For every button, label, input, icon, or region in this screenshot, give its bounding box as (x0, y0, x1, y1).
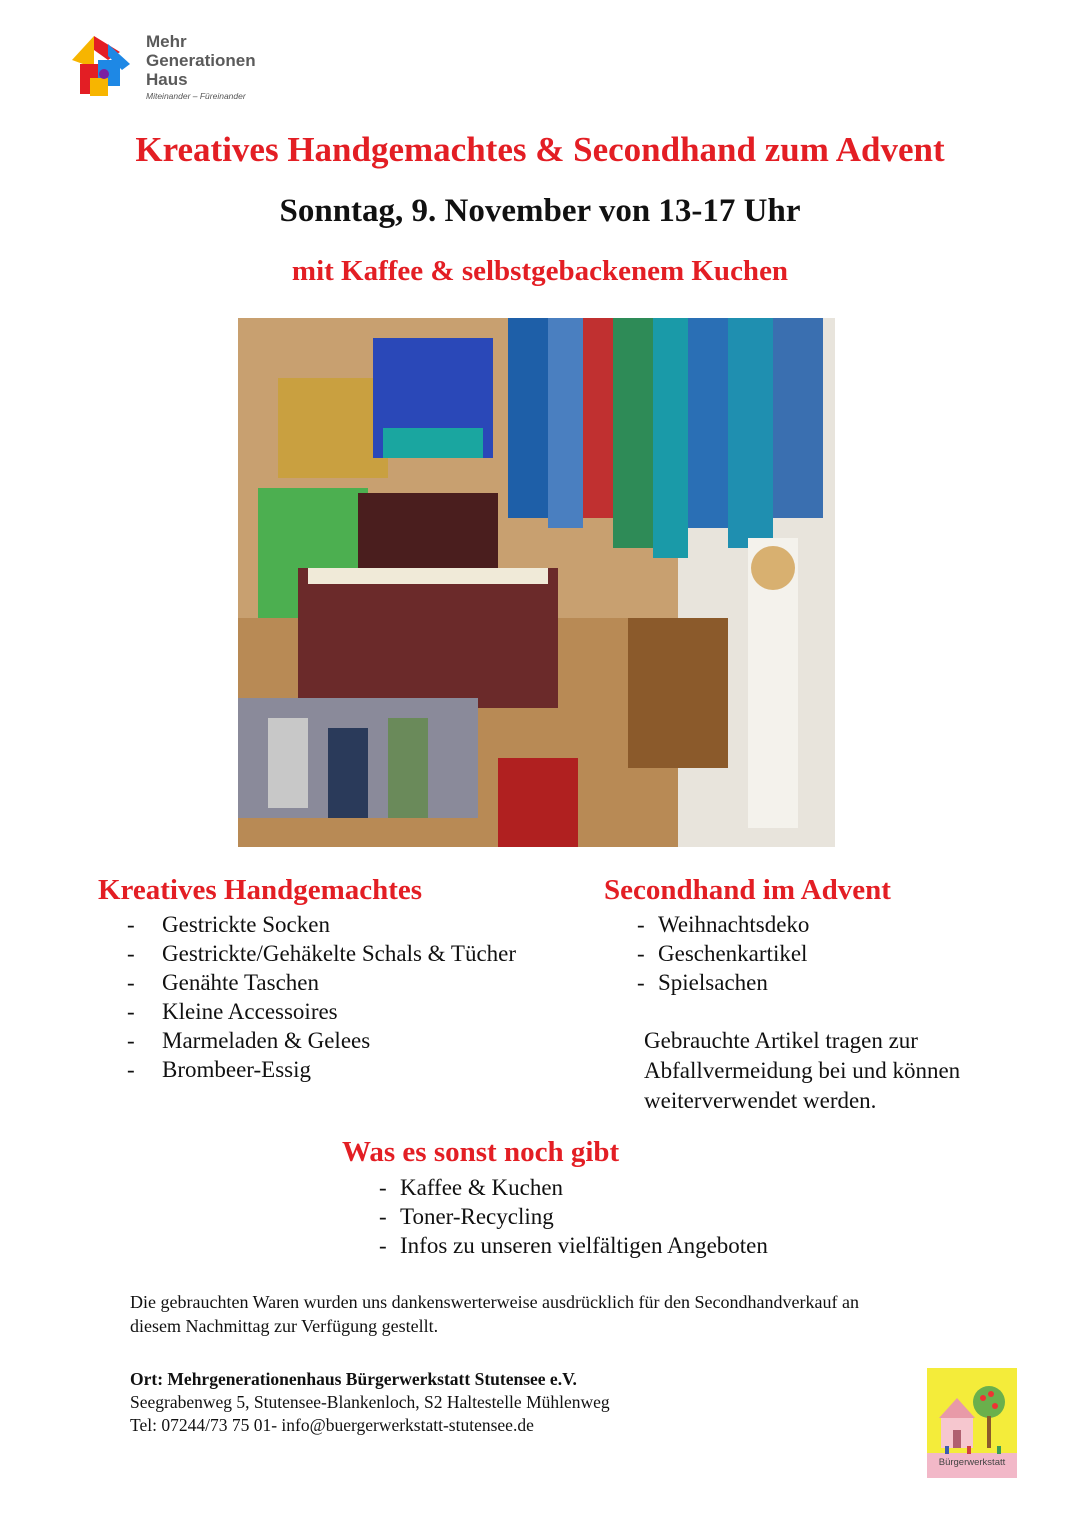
venue-contact: Tel: 07244/73 75 01- info@buergerwerkstatt-stutensee.de (130, 1415, 534, 1435)
logo-line-2: Generationen (146, 51, 256, 70)
handmade-list (127, 910, 516, 1084)
secondhand-note: Gebrauchte Artikel tragen zur Abfallvermeidung bei und können weiterverwendet werden. (644, 1028, 961, 1113)
list-item: - Geschenkartikel (637, 941, 808, 966)
heading-extras: Was es sonst noch gibt (342, 1136, 620, 1168)
house-puzzle-icon (64, 30, 136, 102)
venue-info (130, 1368, 610, 1437)
venue-address: Seegrabenweg 5, Stutensee-Blankenloch, S2 Haltestelle Mühlenweg (130, 1392, 610, 1412)
list-item: - Gestrickte Socken (127, 912, 330, 937)
thanks-note: Die gebrauchten Waren wurden uns dankenswerterweise ausdrücklich für den Secondhandverkauf an diesem Nachmittag zur Verfügung gestellt. (130, 1292, 859, 1336)
mehrgenerationenhaus-logo (64, 30, 284, 110)
list-item: - Brombeer-Essig (127, 1057, 312, 1082)
buergerwerkstatt-label: Bürgerwerkstatt (938, 1457, 1006, 1468)
list-item: - Weihnachtsdeko (637, 912, 810, 937)
secondhand-list (637, 910, 809, 997)
heading-handmade: Kreatives Handgemachtes (98, 874, 423, 906)
page-title: Kreatives Handgemachtes & Secondhand zum Advent (135, 130, 945, 169)
event-subtitle: mit Kaffee & selbstgebackenem Kuchen (291, 255, 789, 287)
list-item: - Marmeladen & Gelees (127, 1028, 371, 1053)
list-item: - Gestrickte/Gehäkelte Schals & Tücher (127, 941, 517, 966)
extras-list (379, 1173, 768, 1260)
heading-secondhand: Secondhand im Advent (604, 874, 891, 906)
logo-line-1: Mehr (146, 32, 187, 51)
list-item: - Genähte Taschen (127, 970, 319, 995)
venue-name: Ort: Mehrgenerationenhaus Bürgerwerkstatt Stutensee e.V. (130, 1369, 577, 1389)
market-photo (238, 318, 835, 847)
event-date: Sonntag, 9. November von 13-17 Uhr (279, 193, 801, 229)
buergerwerkstatt-logo (927, 1368, 1017, 1478)
list-item: - Toner-Recycling (379, 1204, 554, 1229)
list-item: - Kaffee & Kuchen (379, 1175, 564, 1200)
logo-tagline: Miteinander – Füreinander (146, 91, 246, 101)
list-item: - Spielsachen (637, 970, 768, 995)
list-item: - Kleine Accessoires (127, 999, 338, 1024)
logo-line-3: Haus (146, 70, 188, 89)
list-item: - Infos zu unseren vielfältigen Angeboten (379, 1233, 768, 1258)
